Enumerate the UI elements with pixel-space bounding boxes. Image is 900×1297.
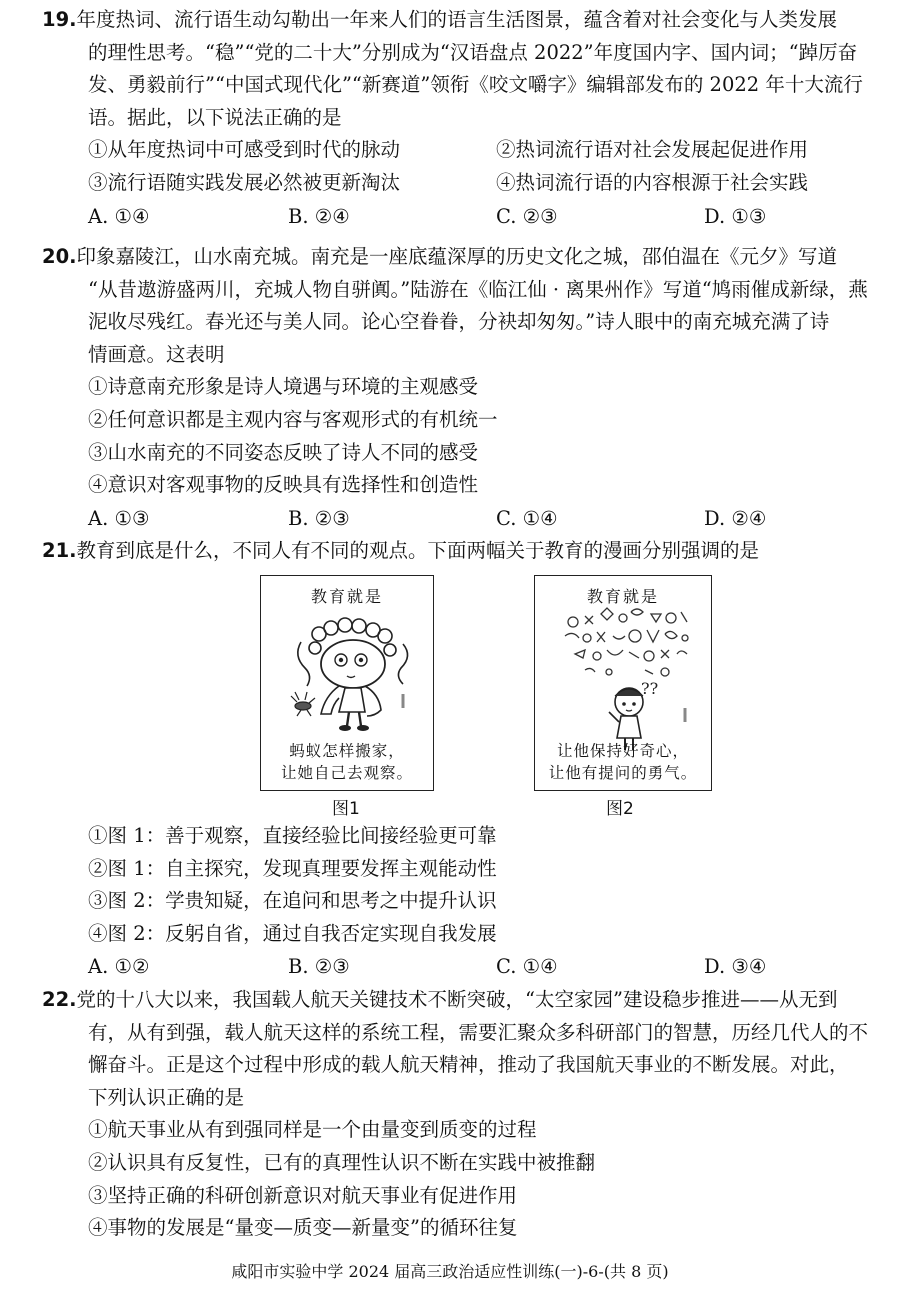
question-stem-line: 懈奋斗。正是这个过程中形成的载人航天精神，推动了我国航天事业的不断发展。对此， <box>88 1053 849 1077</box>
comic-figure-1 <box>260 575 434 791</box>
choice-d[interactable]: D. ③④ <box>704 955 767 979</box>
svg-text:??: ?? <box>641 679 659 698</box>
choice-a[interactable]: A. ①③ <box>88 506 150 530</box>
answer-choices <box>88 200 884 233</box>
statement-1: ①图 1：善于观察，直接经验比间接经验更可靠 <box>88 824 497 847</box>
choice-c[interactable]: C. ①④ <box>496 955 558 979</box>
statement-4: ④热词流行语的内容根源于社会实践 <box>496 170 809 194</box>
answer-choices <box>88 950 884 983</box>
question-number: 20. <box>42 245 77 268</box>
question-21 <box>42 535 884 568</box>
question-20 <box>42 241 884 535</box>
choice-d[interactable]: D. ②④ <box>704 506 767 530</box>
comic-heading: 教育就是 <box>310 587 383 606</box>
question-stem-line: 语。据此，以下说法正确的是 <box>88 105 342 129</box>
statement-4: ④事物的发展是“量变—质变—新量变”的循环往复 <box>88 1216 518 1240</box>
statement-2: ②任何意识都是主观内容与客观形式的有机统一 <box>88 407 498 431</box>
question-21-options <box>42 820 884 983</box>
comic-heading: 教育就是 <box>586 587 659 606</box>
page-footer: 咸阳市实验中学 2024 届高三政治适应性训练(一)-6-(共 8 页) <box>231 1262 669 1281</box>
question-number: 21. <box>42 539 77 562</box>
question-stem-line: 22.党的十八大以来，我国载人航天关键技术不断突破，“太空家园”建设稳步推进——从无到 <box>42 988 838 1011</box>
question-stem-line: 20.印象嘉陵江，山水南充城。南充是一座底蕴深厚的历史文化之城，邵伯温在《元夕》写道 <box>42 245 838 268</box>
statement-1: ①从年度热词中可感受到时代的脉动 <box>88 138 401 162</box>
statement-2: ②图 1：自主探究，发现真理要发挥主观能动性 <box>88 856 497 880</box>
question-stem-line: 有，从有到强，载人航天这样的系统工程，需要汇聚众多科研部门的智慧，历经几代人的不 <box>88 1020 869 1044</box>
choice-a[interactable]: A. ①② <box>88 955 150 979</box>
choice-b[interactable]: B. ②③ <box>288 506 350 530</box>
statement-row <box>88 134 884 167</box>
question-stem-line: 泥收尽残红。春光还与美人同。论心空眷眷，分袂却匆匆。”诗人眼中的南充城充满了诗 <box>88 310 830 334</box>
statement-4: ④图 2：反躬自省，通过自我否定实现自我发展 <box>88 921 497 945</box>
question-number: 22. <box>42 988 77 1011</box>
choice-b[interactable]: B. ②③ <box>288 955 350 979</box>
question-stem-line: 发、勇毅前行”“中国式现代化”“新赛道”领衔《咬文嚼字》编辑部发布的 2022 年十大流行 <box>88 73 863 97</box>
statement-2: ②认识具有反复性，已有的真理性认识不断在实践中被推翻 <box>88 1150 596 1174</box>
answer-choices <box>88 502 884 535</box>
question-stem-line: 情画意。这表明 <box>88 342 225 366</box>
statement-row <box>88 167 884 200</box>
statement-1: ①航天事业从有到强同样是一个由量变到质变的过程 <box>88 1118 537 1142</box>
question-stem-line: 下列认识正确的是 <box>88 1085 245 1109</box>
question-stem-line: 19.年度热词、流行语生动勾勒出一年来人们的语言生活图景，蕴含着对社会变化与人类发展 <box>42 8 838 31</box>
comic-caption: 让他保持好奇心， 让他有提问的勇气。 <box>548 742 698 782</box>
choice-c[interactable]: C. ①④ <box>496 506 558 530</box>
question-number: 19. <box>42 8 77 31</box>
question-stem-line: “从昔遨游盛两川，充城人物自骈阗。”陆游在《临江仙 · 离果州作》写道“鸠雨催成新绿，燕 <box>88 277 868 301</box>
statement-3: ③坚持正确的科研创新意识对航天事业有促进作用 <box>88 1183 518 1207</box>
statement-4: ④意识对客观事物的反映具有选择性和创造性 <box>88 473 479 497</box>
statement-2: ②热词流行语对社会发展起促进作用 <box>496 138 809 162</box>
question-19 <box>42 4 884 233</box>
comic-figure-2 <box>534 575 712 791</box>
figure-label-2: 图2 <box>606 799 634 819</box>
choice-d[interactable]: D. ①③ <box>704 204 767 228</box>
statement-3: ③山水南充的不同姿态反映了诗人不同的感受 <box>88 440 479 464</box>
statement-1: ①诗意南充形象是诗人境遇与环境的主观感受 <box>88 375 479 399</box>
comic-caption: 蚂蚁怎样搬家， 让她自己去观察。 <box>280 742 413 782</box>
question-stem-line: 21.教育到底是什么，不同人有不同的观点。下面两幅关于教育的漫画分别强调的是 <box>42 539 760 562</box>
statement-3: ③图 2：学贵知疑，在追问和思考之中提升认识 <box>88 889 497 913</box>
choice-a[interactable]: A. ①④ <box>88 204 150 228</box>
question-22 <box>42 984 884 1245</box>
choice-c[interactable]: C. ②③ <box>496 204 558 228</box>
choice-b[interactable]: B. ②④ <box>288 204 350 228</box>
statement-3: ③流行语随实践发展必然被更新淘汰 <box>88 170 401 194</box>
question-stem-line: 的理性思考。“稳”“党的二十大”分别成为“汉语盘点 2022”年度国内字、国内词；“踔厉奋 <box>88 40 858 64</box>
figure-label-1: 图1 <box>332 799 360 819</box>
